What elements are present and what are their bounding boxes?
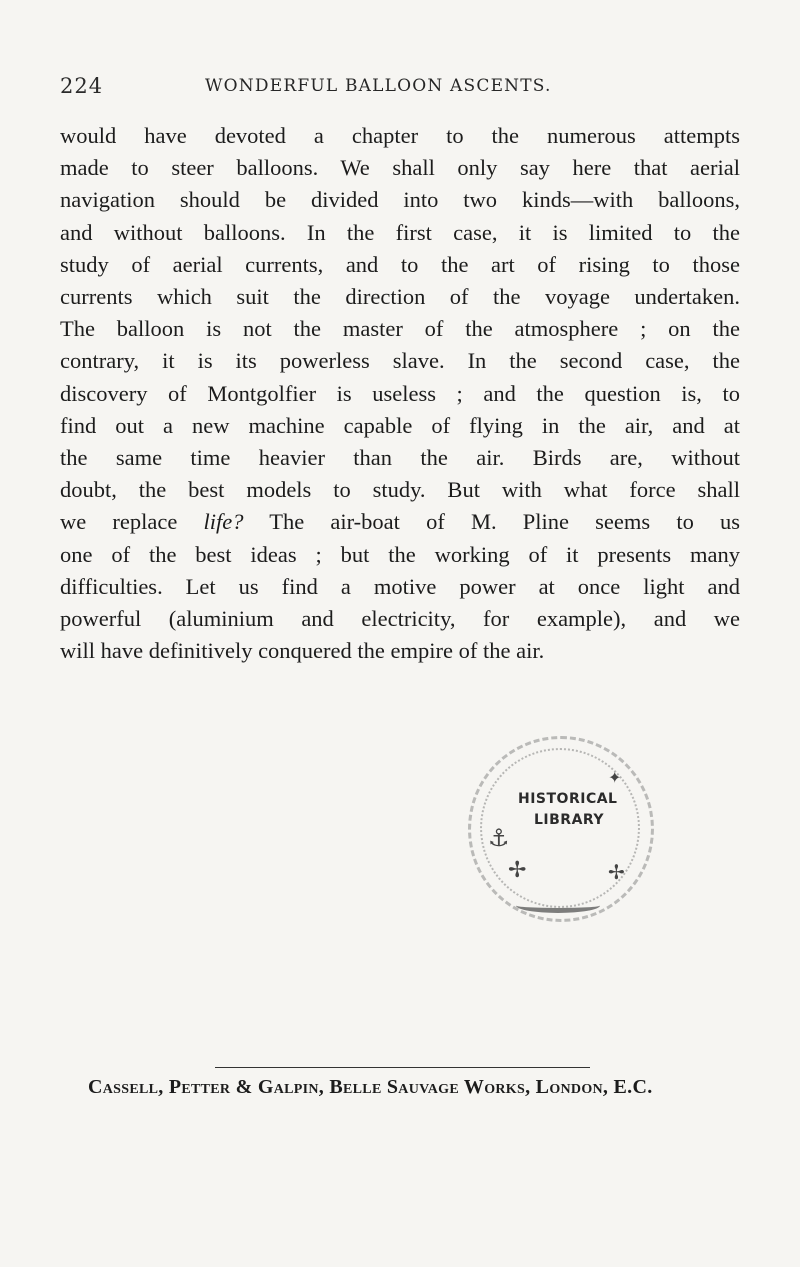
body-text [60,120,740,667]
text-line: difficulties. Let us find a motive power at once light and [60,573,740,599]
footer-rule [215,1067,590,1068]
stamp-mark: ⚓ [488,824,510,852]
text-line: the same time heavier than the air. Birds are, without [60,445,740,471]
running-head [60,74,740,104]
text-line: and without balloons. In the first case, it is limited to the [60,219,740,245]
stamp-text-library: LIBRARY [534,812,605,828]
page-number: 224 [60,74,104,98]
text-line: one of the best ideas ; but the working of it presents many [60,541,740,567]
stamp-text-historical: HISTORICAL [518,791,618,807]
text-line: currents which suit the direction of the voyage undertaken. [60,284,740,310]
italic-word: life? [203,509,244,535]
line-suffix: The air-boat of M. Pline seems to us [269,509,740,535]
text-line: navigation should be divided into two kinds—with balloons, [60,187,740,213]
stamp-mark: ✦ [608,768,622,787]
text-line: would have devoted a chapter to the numerous attempts [60,123,740,148]
library-stamp [448,728,688,928]
stamp-arc [516,898,600,913]
line-prefix: we replace [60,509,204,535]
printer-imprint: Cassell, Petter & Galpin, Belle Sauvage Works, London, E.C. [88,1076,653,1098]
stamp-mark: ✢ [508,858,527,883]
text-line-italic [60,506,740,538]
text-line: The balloon is not the master of the atmosphere ; on the [60,316,740,342]
stamp-mark: ✢ [608,860,625,884]
text-line: will have definitively conquered the empire of the air. [60,638,545,664]
text-line: doubt, the best models to study. But with what force shall [60,477,740,503]
text-line: contrary, it is its powerless slave. In the second case, the [60,348,740,374]
text-line: study of aerial currents, and to the art of rising to those [60,251,740,277]
text-line: powerful (aluminium and electricity, for example), and we [60,606,740,632]
running-title: WONDERFUL BALLOON ASCENTS. [205,76,552,96]
text-line: made to steer balloons. We shall only say here that aerial [60,155,740,181]
text-line: find out a new machine capable of flying in the air, and at [60,412,740,438]
text-line: discovery of Montgolfier is useless ; and the question is, to [60,380,740,406]
